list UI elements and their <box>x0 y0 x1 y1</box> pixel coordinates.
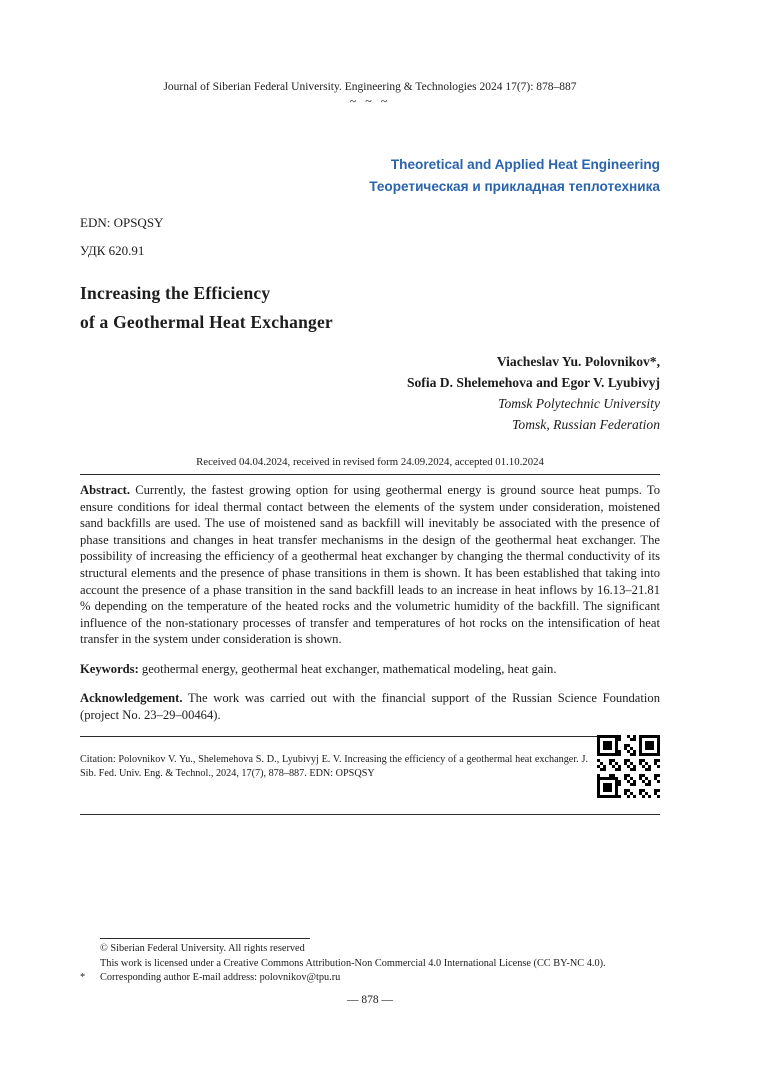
author-line-2: Sofia D. Shelemehova and Egor V. Lyubivyj <box>406 375 660 390</box>
edn-code: EDN: OPSQSY <box>80 215 164 230</box>
corresponding-author-line <box>80 971 660 986</box>
keywords-paragraph <box>80 661 660 678</box>
tilde-separator: ~ ~ ~ <box>349 94 391 108</box>
journal-header-line: Journal of Siberian Federal University. Engineering & Technologies 2024 17(7): 878–887 <box>163 81 577 93</box>
footnote-marker: * <box>80 972 86 983</box>
qr-code <box>597 735 660 798</box>
udk-code: УДК 620.91 <box>80 243 145 258</box>
affiliation-line-2: Tomsk, Russian Federation <box>512 417 660 432</box>
copyright-line: © Siberian Federal University. All rights reserved <box>100 943 305 954</box>
acknowledgement-text: The work was carried out with the financial support of the Russian Science Foundation (project No. 23–29–00464). <box>80 691 660 722</box>
acknowledgement-paragraph <box>80 690 660 723</box>
section-title-block <box>80 154 660 198</box>
authors-block <box>80 351 660 435</box>
paper-page <box>80 0 660 815</box>
citation-block <box>80 736 660 815</box>
title-line-2: of a Geothermal Heat Exchanger <box>80 312 333 332</box>
footnote-rule <box>100 938 310 939</box>
acknowledgement-label: Acknowledgement. <box>80 691 183 706</box>
section-title-ru: Теоретическая и прикладная теплотехника <box>369 179 660 194</box>
received-line: Received 04.04.2024, received in revised form 24.09.2024, accepted 01.10.2024 <box>80 455 660 475</box>
abstract-label: Abstract. <box>80 483 131 497</box>
page-footer <box>80 938 660 1007</box>
article-title <box>80 279 660 337</box>
author-line-1: Viacheslav Yu. Polovnikov*, <box>496 354 660 369</box>
keywords-label: Keywords: <box>80 661 139 676</box>
affiliation-line-1: Tomsk Polytechnic University <box>498 396 660 411</box>
abstract-text: Currently, the fastest growing option for using geothermal energy is ground source heat pumps. To ensure conditions for ideal thermal contact between the elements of the system under consideration, moistened sand backfills are used. The use of moistened sand as backfill will inevitably be associated with the presence of phase transitions and changes in heat transfer mechanisms in the design of the geothermal heat exchanger. The possibility of increasing the efficiency of a geothermal heat exchanger by changing the thermal conductivity of its structural elements and the presence of phase transitions in them is shown. It has been established that taking into account the presence of a phase transition in the sand backfill leads to an increase in heat inflows by 16.13–21.81 % depending on the temperature of the heated rocks and the volumetric humidity of the backfill. The significant influence of the non-stationary processes of transfer and temperatures of hot rocks on the intensification of heat transfer in the system under consideration is shown. <box>80 483 660 647</box>
abstract-paragraph <box>80 482 660 648</box>
title-line-1: Increasing the Efficiency <box>80 283 271 303</box>
license-line: This work is licensed under a Creative Commons Attribution-Non Commercial 4.0 International License (CC BY-NC 4.0). <box>100 957 606 969</box>
keywords-text: geothermal energy, geothermal heat exchanger, mathematical modeling, heat gain. <box>141 661 557 676</box>
corresponding-author-text: Corresponding author E-mail address: polovnikov@tpu.ru <box>100 972 341 983</box>
section-title-en: Theoretical and Applied Heat Engineering <box>390 157 660 172</box>
page-number: — 878 — <box>347 993 393 1006</box>
citation-text: Citation: Polovnikov V. Yu., Shelemehova S. D., Lyubivyj E. V. Increasing the efficiency of a geothermal heat exchanger. J. Sib. Fed. Univ. Eng. & Technol., 2024, 17(7), 878–887. EDN: OPSQSY <box>80 754 588 779</box>
